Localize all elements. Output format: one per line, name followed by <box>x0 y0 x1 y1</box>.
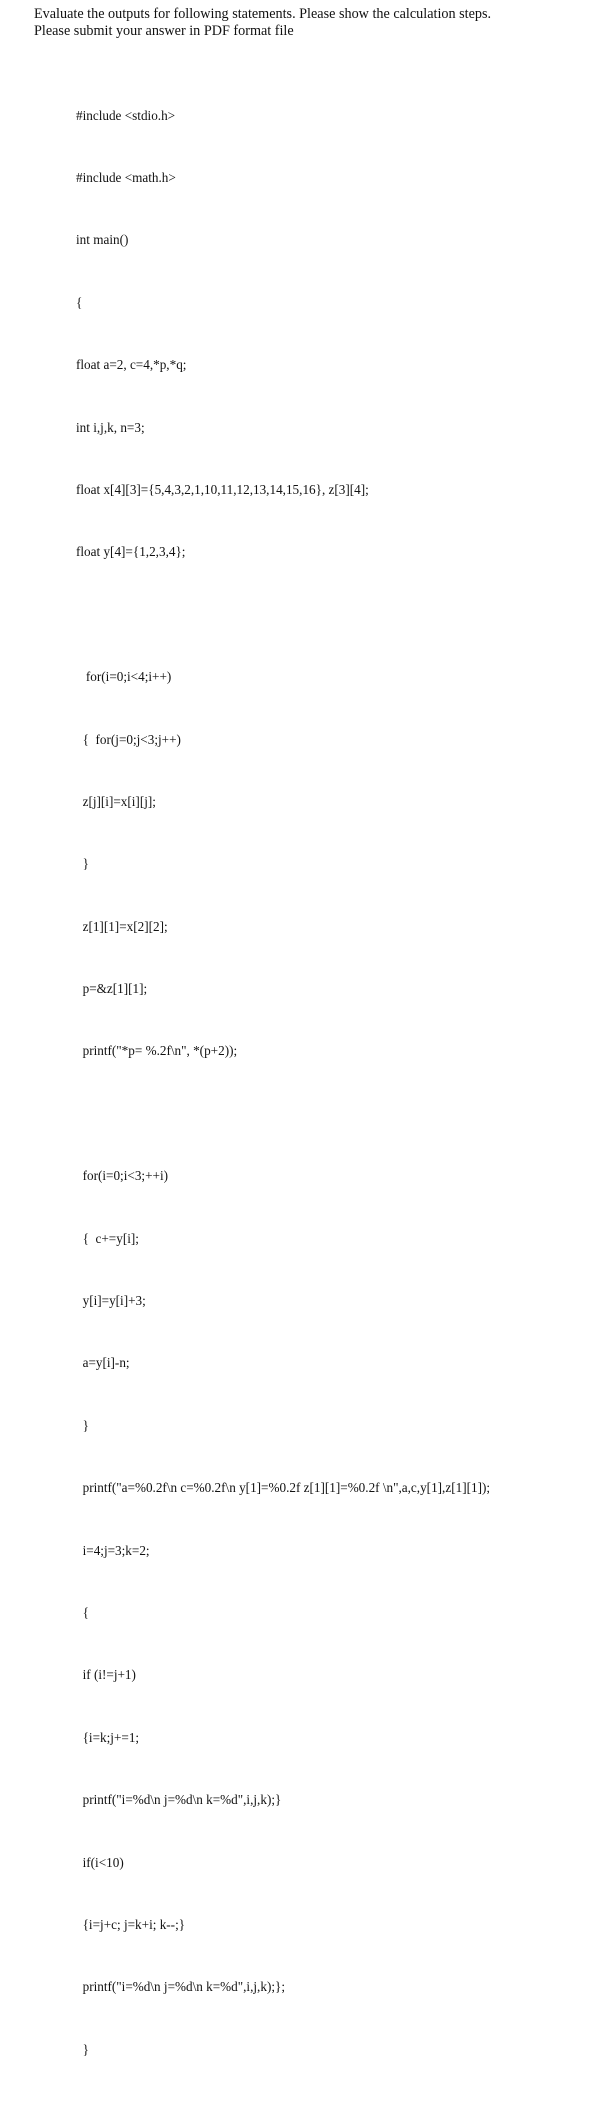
code-line: i=4;j=3;k=2; <box>76 1542 150 1558</box>
code-line: for(i=0;i<3;++i) <box>76 1168 169 1184</box>
code-line: { c+=y[i]; <box>76 1230 139 1246</box>
code-block <box>76 64 490 2102</box>
code-line: for(i=0;i<4;i++) <box>76 669 172 685</box>
instruction-line-1: Evaluate the outputs for following statements. Please show the calculation steps. <box>34 6 492 22</box>
code-line: z[1][1]=x[2][2]; <box>76 918 168 934</box>
code-line: int i,j,k, n=3; <box>76 419 145 435</box>
code-line: if (i!=j+1) <box>76 1667 136 1683</box>
code-line: {i=k;j+=1; <box>76 1729 140 1745</box>
code-line: printf("*p= %.2f\n", *(p+2)); <box>76 1043 238 1059</box>
code-line: { for(j=0;j<3;j++) <box>76 731 181 747</box>
code-line: #include <stdio.h> <box>76 107 176 123</box>
code-line: int main() <box>76 232 129 248</box>
instructions <box>34 6 491 40</box>
code-line: } <box>76 1417 89 1433</box>
code-line: a=y[i]-n; <box>76 1355 130 1371</box>
blank-line <box>76 605 490 626</box>
code-line: } <box>76 2041 89 2057</box>
code-line: p=&z[1][1]; <box>76 981 148 997</box>
code-line: } <box>76 856 89 872</box>
instruction-line-2: Please submit your answer in PDF format file <box>34 23 294 39</box>
code-line: float x[4][3]={5,4,3,2,1,10,11,12,13,14,15,16}, z[3][4]; <box>76 481 369 497</box>
code-line: {i=j+c; j=k+i; k--;} <box>76 1916 186 1932</box>
code-line: float a=2, c=4,*p,*q; <box>76 357 187 373</box>
code-line: float y[4]={1,2,3,4}; <box>76 544 186 560</box>
blank-line <box>76 1104 490 1125</box>
code-line: z[j][i]=x[i][j]; <box>76 793 156 809</box>
code-line: #include <math.h> <box>76 169 176 185</box>
code-line: printf("i=%d\n j=%d\n k=%d",i,j,k);}; <box>76 1979 285 1995</box>
code-line: printf("i=%d\n j=%d\n k=%d",i,j,k);} <box>76 1792 282 1808</box>
code-line: y[i]=y[i]+3; <box>76 1293 146 1309</box>
code-line: if(i<10) <box>76 1854 124 1870</box>
code-line: { <box>76 1604 89 1620</box>
code-line: { <box>76 294 83 310</box>
code-line: printf("a=%0.2f\n c=%0.2f\n y[1]=%0.2f z[1][1]=%0.2f \n",a,c,y[1],z[1][1]); <box>76 1480 491 1496</box>
